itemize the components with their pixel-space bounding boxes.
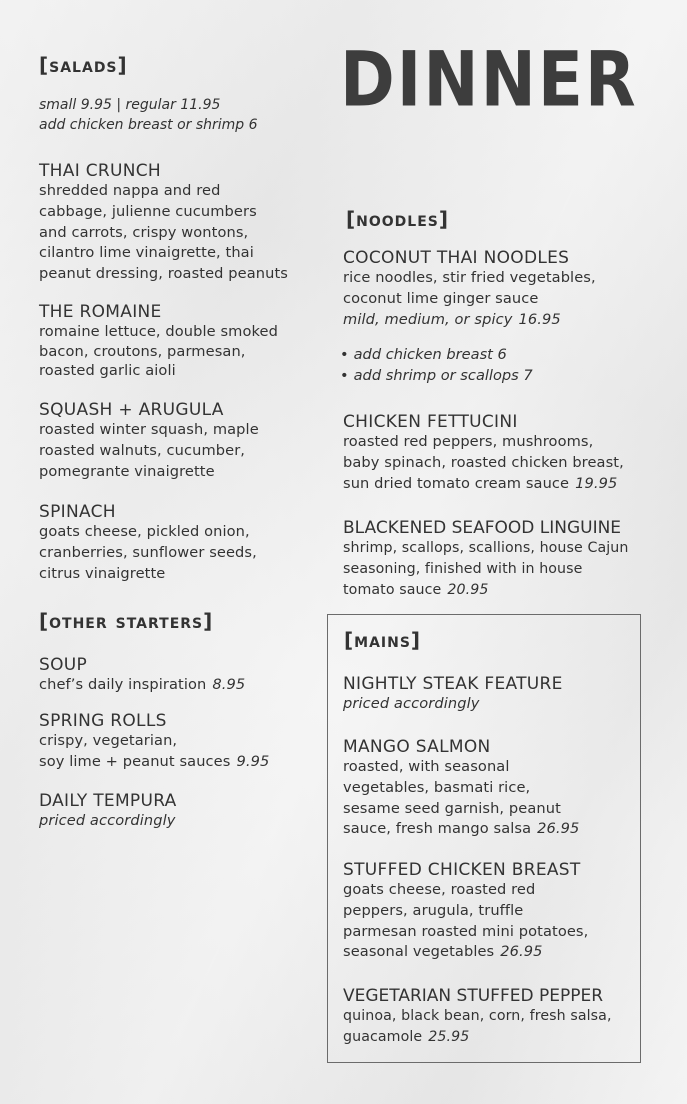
item-desc: rice noodles, stir fried vegetables, bbox=[343, 269, 596, 286]
addon-item bbox=[340, 365, 650, 386]
item-price: 25.95 bbox=[428, 1028, 470, 1045]
item-desc bbox=[343, 474, 653, 495]
item-desc bbox=[343, 819, 633, 840]
item-desc: cranberries, sunflower seeds, bbox=[39, 543, 257, 561]
bullet-icon: • bbox=[340, 346, 349, 363]
item-desc: roasted, with seasonal bbox=[343, 758, 510, 775]
item-desc bbox=[343, 942, 633, 963]
item-price: 16.95 bbox=[518, 310, 561, 328]
item-price: 9.95 bbox=[236, 752, 270, 770]
item-desc: cilantro lime vinaigrette, thai bbox=[39, 244, 254, 262]
bullet-icon: • bbox=[340, 367, 349, 384]
item-desc: bacon, croutons, parmesan, bbox=[39, 342, 246, 360]
menu-item-spring-rolls bbox=[39, 711, 319, 773]
item-price: 19.95 bbox=[575, 474, 618, 492]
item-desc bbox=[39, 752, 319, 773]
addon-item bbox=[340, 344, 650, 365]
item-desc: roasted winter squash, maple bbox=[39, 421, 259, 438]
menu-item-soup bbox=[39, 655, 319, 696]
item-price: 26.95 bbox=[500, 943, 543, 961]
item-desc-text: guacamole bbox=[343, 1028, 423, 1045]
item-desc: romaine lettuce, double smoked bbox=[39, 323, 278, 340]
item-desc: goats cheese, roasted red bbox=[343, 881, 536, 898]
item-desc: roasted red peppers, mushrooms, bbox=[343, 433, 594, 450]
starters-heading: [other starters] bbox=[39, 609, 214, 633]
item-desc: peanut dressing, roasted peanuts bbox=[39, 265, 288, 283]
menu-item-nightly-steak-feature bbox=[343, 674, 633, 715]
item-name: SPRING ROLLS bbox=[39, 711, 167, 731]
noodles-heading: [noodles] bbox=[346, 207, 449, 231]
item-desc bbox=[39, 675, 319, 696]
menu-item-blackened-seafood-linguine bbox=[343, 518, 673, 600]
item-note: priced accordingly bbox=[39, 812, 176, 829]
item-desc-text: soy lime + peanut sauces bbox=[39, 752, 231, 770]
item-desc: pomegrante vinaigrette bbox=[39, 462, 215, 480]
item-name: SQUASH + ARUGULA bbox=[39, 400, 224, 420]
item-desc: shrimp, scallops, scallions, house Cajun bbox=[343, 540, 629, 556]
item-desc: roasted garlic aioli bbox=[39, 362, 176, 379]
menu-item-chicken-fettucini bbox=[343, 412, 653, 494]
item-desc: and carrots, crispy wontons, bbox=[39, 223, 249, 241]
menu-title: DINNER bbox=[340, 35, 638, 124]
item-desc-text: sauce, fresh mango salsa bbox=[343, 820, 532, 838]
item-desc bbox=[343, 310, 653, 331]
menu-item-the-romaine bbox=[39, 302, 319, 381]
item-desc: citrus vinaigrette bbox=[39, 564, 166, 582]
item-desc bbox=[343, 580, 673, 601]
menu-item-thai-crunch bbox=[39, 161, 319, 285]
item-desc: vegetables, basmati rice, bbox=[343, 778, 531, 796]
menu-item-spinach bbox=[39, 502, 319, 584]
item-name: STUFFED CHICKEN BREAST bbox=[343, 860, 581, 880]
item-desc: coconut lime ginger sauce bbox=[343, 289, 539, 307]
item-desc: cabbage, julienne cucumbers bbox=[39, 202, 257, 220]
item-desc: quinoa, black bean, corn, fresh salsa, bbox=[343, 1008, 612, 1024]
item-name: SPINACH bbox=[39, 502, 116, 522]
item-desc: sesame seed garnish, peanut bbox=[343, 799, 561, 817]
item-desc: roasted walnuts, cucumber, bbox=[39, 441, 246, 459]
item-name: COCONUT THAI NOODLES bbox=[343, 248, 570, 268]
item-desc: crispy, vegetarian, bbox=[39, 732, 178, 749]
menu-item-mango-salmon bbox=[343, 737, 633, 840]
menu-item-coconut-thai-noodles bbox=[343, 248, 653, 330]
menu-item-stuffed-chicken-breast bbox=[343, 860, 633, 963]
item-price: 8.95 bbox=[212, 676, 246, 693]
item-desc-text: chef’s daily inspiration bbox=[39, 676, 207, 693]
item-name: NIGHTLY STEAK FEATURE bbox=[343, 674, 563, 694]
menu-item-daily-tempura bbox=[39, 791, 319, 832]
item-price: 26.95 bbox=[537, 820, 580, 838]
item-desc: seasoning, finished with in house bbox=[343, 560, 583, 577]
item-desc: parmesan roasted mini potatoes, bbox=[343, 922, 589, 940]
salads-sizes: small 9.95 | regular 11.95 bbox=[39, 97, 221, 113]
item-desc: shredded nappa and red bbox=[39, 182, 221, 199]
item-name: SOUP bbox=[39, 655, 88, 675]
salads-addon: add chicken breast or shrimp 6 bbox=[39, 117, 258, 133]
menu-item-vegetarian-stuffed-pepper bbox=[343, 986, 638, 1048]
salads-heading: [salads] bbox=[39, 53, 128, 77]
item-desc-text: tomato sauce bbox=[343, 581, 442, 598]
item-desc-text: seasonal vegetables bbox=[343, 943, 495, 961]
menu-item-squash-arugula bbox=[39, 400, 319, 482]
item-name: DAILY TEMPURA bbox=[39, 791, 177, 811]
item-price: 20.95 bbox=[447, 581, 489, 598]
item-name: THAI CRUNCH bbox=[39, 161, 162, 181]
item-desc: baby spinach, roasted chicken breast, bbox=[343, 453, 624, 471]
addon-text: add shrimp or scallops 7 bbox=[353, 367, 533, 384]
item-name: BLACKENED SEAFOOD LINGUINE bbox=[343, 518, 622, 538]
item-name: VEGETARIAN STUFFED PEPPER bbox=[343, 986, 604, 1006]
noodle-addons bbox=[340, 344, 650, 386]
addon-text: add chicken breast 6 bbox=[353, 346, 507, 363]
item-desc: goats cheese, pickled onion, bbox=[39, 523, 250, 540]
item-desc bbox=[343, 1027, 638, 1048]
item-name: THE ROMAINE bbox=[39, 302, 162, 322]
mains-heading: [mains] bbox=[344, 628, 422, 652]
item-name: MANGO SALMON bbox=[343, 737, 491, 757]
item-desc: peppers, arugula, truffle bbox=[343, 901, 524, 919]
item-note: priced accordingly bbox=[343, 695, 480, 712]
item-name: CHICKEN FETTUCINI bbox=[343, 412, 518, 432]
item-spice-options: mild, medium, or spicy bbox=[343, 310, 513, 328]
item-desc-text: sun dried tomato cream sauce bbox=[343, 474, 570, 492]
